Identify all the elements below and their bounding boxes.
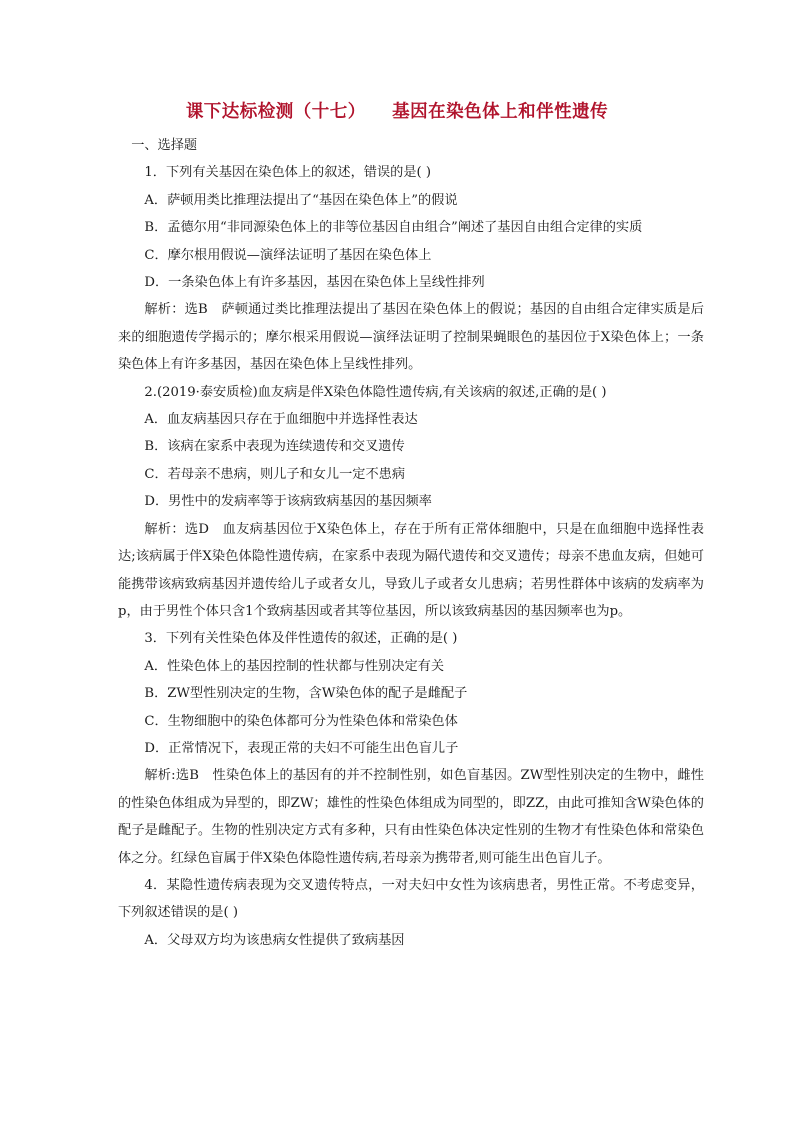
question-2-analysis: 解析：选D 血友病基因位于X染色体上，存在于所有正常体细胞中，只是在血细胞中选择性表达;该病属于伴X染色体隐性遗传病，在家系中表现为隔代遗传和交叉遗传；母亲不患血友病，但她可能携带该病致病基因并遗传给儿子或者女儿，导致儿子或者女儿患病；若男性群体中该病的发病率为p，由于男性个体只含1个致病基因或者其等位基因，所以该致病基因的基因频率也为p。	[118, 521, 704, 619]
question-3-option-b: B．ZW型性别决定的生物，含W染色体的配子是雌配子	[144, 686, 468, 702]
question-3-option-a: A．性染色体上的基因控制的性状都与性别决定有关	[144, 658, 445, 674]
question-3-analysis: 解析:选B 性染色体上的基因有的并不控制性别，如色盲基因。ZW型性别决定的生物中，雌性的性染色体组成为异型的，即ZW；雄性的性染色体组成为同型的，即ZZ，由此可推知含W染色体的配子是雌配子。生物的性别决定方式有多种，只有由性染色体决定性别的生物才有性染色体和常染色体之分。红绿色盲属于伴X染色体隐性遗传病,若母亲为携带者,则可能生出色盲儿子。	[118, 768, 704, 866]
question-2-option-b: B．该病在家系中表现为连续遗传和交叉遗传	[144, 439, 405, 455]
question-1-option-a: A．萨顿用类比推理法提出了“基因在染色体上”的假说	[144, 192, 458, 208]
question-3-stem: 3．下列有关性染色体及伴性遗传的叙述，正确的是( )	[144, 631, 458, 647]
question-1-option-b: B．孟德尔用“非同源染色体上的非等位基因自由组合”阐述了基因自由组合定律的实质	[144, 220, 643, 236]
page-title: 课下达标检测（十七） 基因在染色体上和伴性遗传	[185, 102, 609, 122]
question-2-option-c: C．若母亲不患病，则儿子和女儿一定不患病	[144, 466, 406, 482]
question-1-option-d: D．一条染色体上有许多基因，基因在染色体上呈线性排列	[144, 275, 485, 291]
question-3-option-d: D．正常情况下，表现正常的夫妇不可能生出色盲儿子	[144, 740, 459, 756]
question-4-option-a: A．父母双方均为该患病女性提供了致病基因	[144, 932, 405, 948]
question-1-option-c: C．摩尔根用假说—演绎法证明了基因在染色体上	[144, 247, 432, 263]
section-heading: 一、选择题	[131, 138, 198, 153]
question-2-stem: 2.(2019·泰安质检)血友病是伴X染色体隐性遗传病,有关该病的叙述,正确的是( )	[144, 384, 607, 400]
question-2-option-a: A．血友病基因只存在于血细胞中并选择性表达	[144, 412, 418, 428]
question-2-option-d: D．男性中的发病率等于该病致病基因的基因频率	[144, 494, 432, 510]
question-4-stem: 4．某隐性遗传病表现为交叉遗传特点，一对夫妇中女性为该病患者，男性正常。不考虑变异，下列叙述错误的是( )	[118, 877, 704, 921]
question-1-stem: 1．下列有关基因在染色体上的叙述，错误的是( )	[144, 165, 432, 181]
question-1-analysis: 解析：选B 萨顿通过类比推理法提出了基因在染色体上的假说；基因的自由组合定律实质是后来的细胞遗传学揭示的；摩尔根采用假说—演绎法证明了控制果蝇眼色的基因位于X染色体上；一条染色体上有许多基因，基因在染色体上呈线性排列。	[118, 302, 704, 373]
question-3-option-c: C．生物细胞中的染色体都可分为性染色体和常染色体	[144, 713, 458, 729]
document-body	[118, 132, 704, 954]
